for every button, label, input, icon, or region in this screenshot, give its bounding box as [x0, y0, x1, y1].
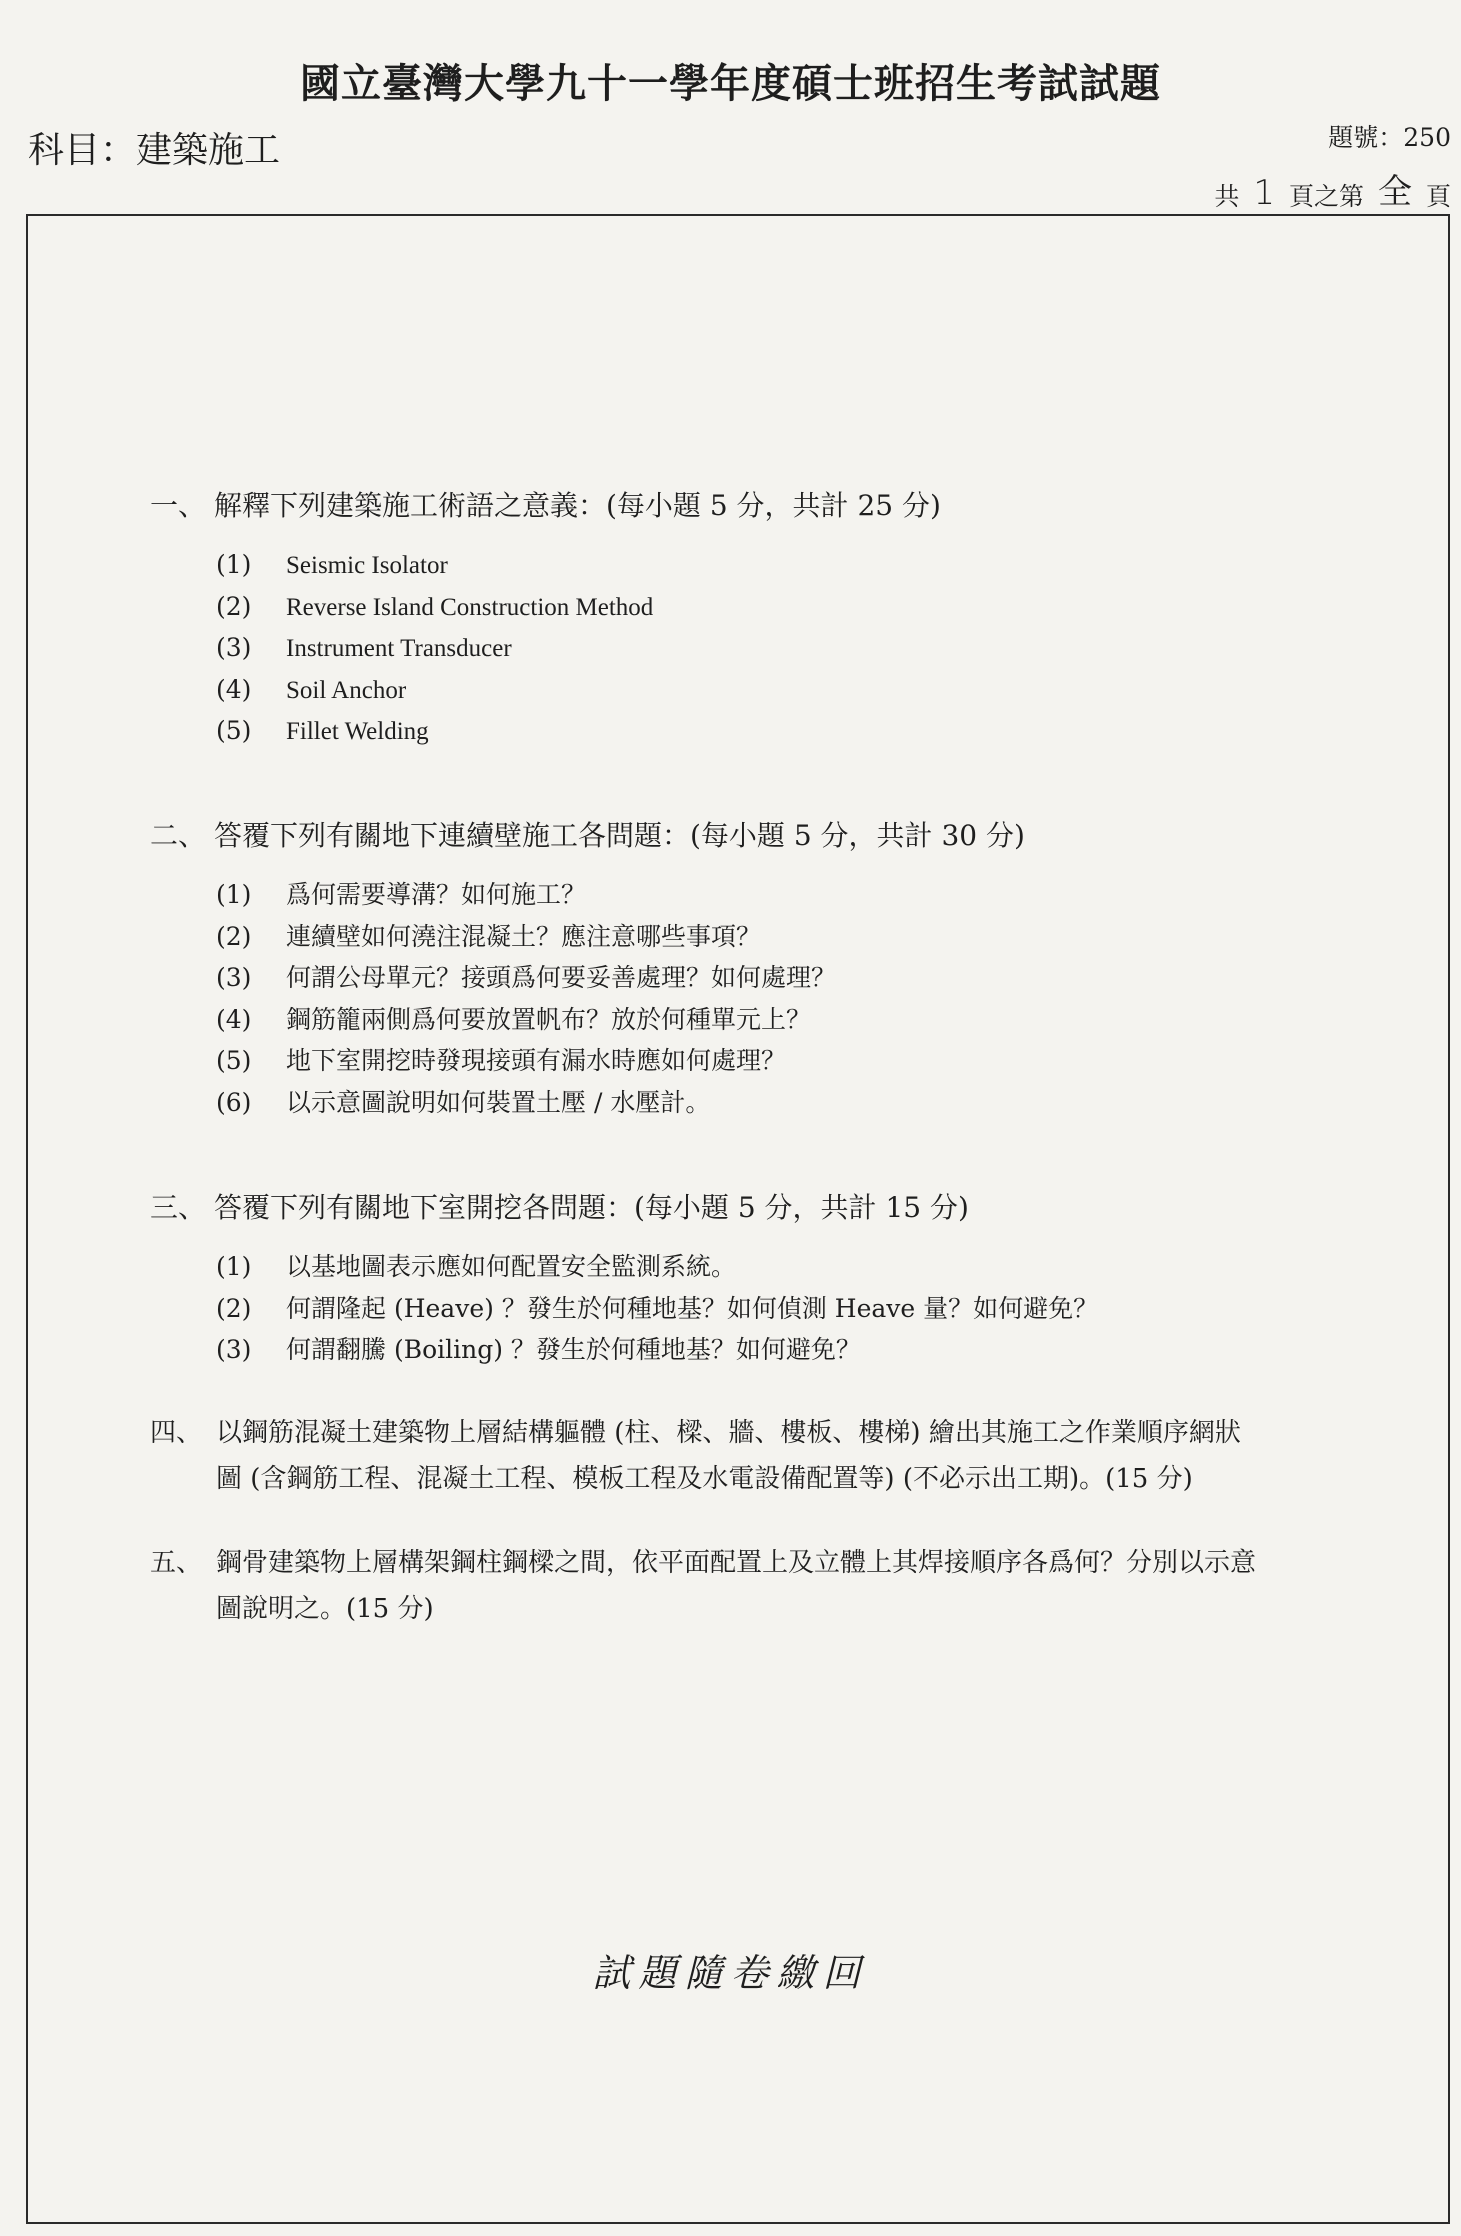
section-text: 答覆下列有關地下室開挖各問題：(每小題 5 分，共計 15 分): [214, 1191, 969, 1224]
list-item: (2) Reverse Island Construction Method: [216, 591, 654, 621]
paragraph-line: 以鋼筋混凝土建築物上層結構軀體 (柱、樑、牆、樓板、樓梯) 繪出其施工之作業順序網狀: [216, 1418, 1241, 1448]
paragraph-line: 圖說明之。(15 分): [216, 1594, 434, 1624]
list-item: (1) 爲何需要導溝？如何施工？: [216, 880, 587, 909]
list-item: (2) 何謂隆起 (Heave) ？發生於何種地基？如何偵測 Heave 量？如何避免？: [216, 1293, 1099, 1323]
section-text: 解釋下列建築施工術語之意義：(每小題 5 分，共計 25 分): [214, 489, 941, 522]
section-paragraph: [150, 1540, 1350, 1632]
subject-label: 科目：建築施工: [28, 130, 281, 171]
list-item: (5) Fillet Welding: [216, 716, 429, 745]
paragraph-line: 圖 (含鋼筋工程、混凝土工程、模板工程及水電設備配置等) (不必示出工期)。(15 分): [216, 1464, 1193, 1494]
list-item: (3) Instrument Transducer: [216, 633, 512, 662]
section-paragraph: [150, 1410, 1350, 1502]
list-item: (5) 地下室開挖時發現接頭有漏水時應如何處理？: [216, 1046, 787, 1075]
page-total-handwritten: 1: [1253, 173, 1275, 213]
section-number: 一、: [150, 489, 207, 522]
list-item: (1) 以基地圖表示應如何配置安全監測系統。: [216, 1252, 737, 1281]
list-item: (2) 連續壁如何澆注混凝土？應注意哪些事項？: [216, 921, 762, 951]
section-heading: [150, 1186, 1350, 1226]
item-list: [150, 544, 1350, 752]
list-item: (1) Seismic Isolator: [216, 550, 448, 579]
section-heading: [150, 484, 1350, 524]
section-text: 答覆下列有關地下連續壁施工各問題：(每小題 5 分，共計 30 分): [214, 819, 1025, 852]
section-2: [150, 814, 1350, 1123]
page-total-prefix: 共: [1214, 182, 1240, 211]
section-number: 五、: [150, 1548, 203, 1578]
section-5: [150, 1540, 1350, 1632]
question-number: 題號：250: [1328, 123, 1451, 152]
item-list: [150, 874, 1350, 1123]
paragraph-line: 鋼骨建築物上層構架鋼柱鋼樑之間，依平面配置上及立體上其焊接順序各爲何？分別以示意: [216, 1548, 1257, 1578]
section-number: 二、: [150, 819, 207, 852]
list-item: (4) 鋼筋籠兩側爲何要放置帆布？放於何種單元上？: [216, 1004, 812, 1034]
list-item: (3) 何謂翻騰 (Boiling) ？發生於何種地基？如何避免？: [216, 1335, 861, 1364]
exam-title: 國立臺灣大學九十一學年度碩士班招生考試試題: [300, 60, 1161, 107]
list-item: (4) Soil Anchor: [216, 674, 407, 704]
section-1: [150, 484, 1350, 752]
section-number: 四、: [150, 1418, 203, 1448]
list-item: (6) 以示意圖說明如何裝置土壓 / 水壓計。: [216, 1087, 711, 1117]
item-list: [150, 1246, 1350, 1371]
section-3: [150, 1186, 1350, 1371]
section-heading: [150, 814, 1350, 854]
section-4: [150, 1410, 1350, 1502]
section-number: 三、: [150, 1191, 207, 1224]
page-info: [1214, 164, 1451, 213]
list-item: (3) 何謂公母單元？接頭爲何要妥善處理？如何處理？: [216, 963, 837, 992]
page-current-handwritten: 全: [1377, 172, 1412, 212]
page-mid: 頁之第: [1288, 182, 1364, 211]
return-notice: 試題隨卷繳回: [592, 1951, 869, 1995]
page-suffix: 頁: [1425, 182, 1451, 211]
